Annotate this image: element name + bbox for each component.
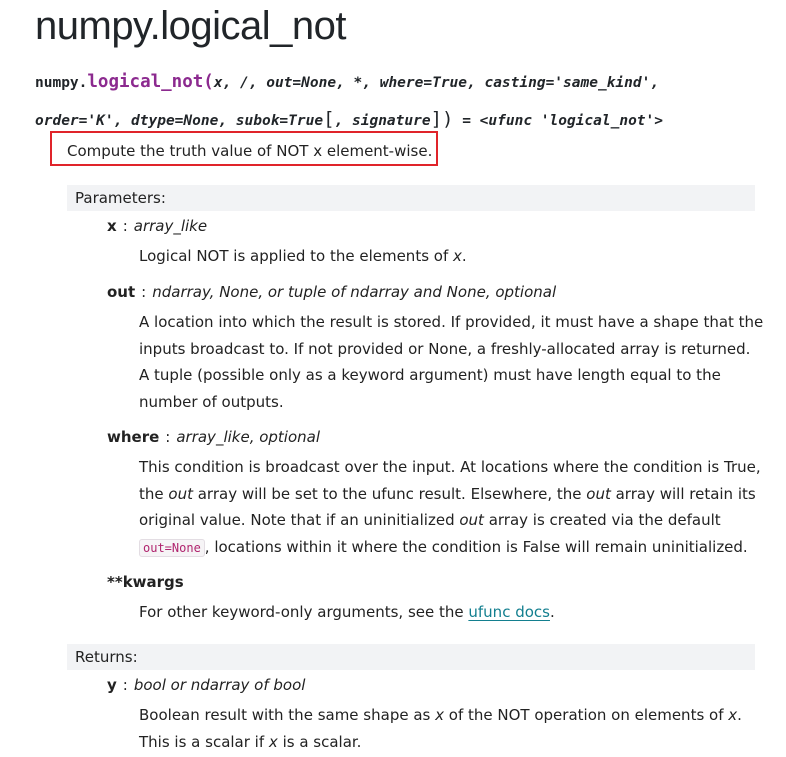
desc-emphasis: x <box>435 706 445 724</box>
param-kwargs-description <box>139 599 759 626</box>
param-name: x <box>107 217 117 235</box>
signature-bracket-close: ] <box>430 108 443 130</box>
return-name: y <box>107 676 117 694</box>
signature-close-paren: ) <box>442 108 454 130</box>
desc-text: array will be set to the ufunc result. Elsewhere, the <box>192 484 587 503</box>
desc-emphasis: x <box>453 247 462 265</box>
signature-params-2: order='K', dtype=None, subok=True <box>35 113 324 129</box>
desc-text: Logical NOT is applied to the elements of <box>139 247 454 265</box>
signature-bracket-open: [ <box>323 108 335 130</box>
desc-emphasis: out <box>586 484 611 503</box>
param-type: array_like, optional <box>176 428 321 446</box>
parameters-heading: Parameters: <box>75 189 166 207</box>
param-separator: : <box>141 283 147 301</box>
desc-text: original value. Note that if an uninitialized <box>139 511 460 529</box>
param-kwargs <box>107 573 184 591</box>
returns-heading: Returns: <box>75 648 138 666</box>
param-separator: : <box>165 428 171 446</box>
param-type: ndarray, None, or tuple of ndarray and None, optional <box>152 283 557 301</box>
desc-line: A tuple (possible only as a keyword argument) must have length equal to the <box>139 366 721 384</box>
desc-line: This condition is broadcast over the input. At locations where the condition is True, <box>139 458 761 476</box>
code-literal: out=None <box>139 539 205 557</box>
desc-text: array is created via the default <box>483 511 721 529</box>
param-separator: : <box>122 217 128 235</box>
desc-text: . <box>461 247 467 265</box>
param-name: **kwargs <box>107 573 184 591</box>
desc-text: . <box>737 706 742 724</box>
desc-text: . <box>549 603 555 621</box>
desc-line <box>139 729 759 756</box>
desc-text: Boolean result with the same shape as <box>139 706 436 724</box>
desc-line <box>139 507 759 534</box>
desc-text: of the NOT operation on elements of <box>444 706 729 724</box>
signature-params-1: x, /, out=None, *, where=True, casting='same_kind', <box>213 75 660 91</box>
return-y <box>107 676 305 694</box>
desc-emphasis: out <box>459 511 484 529</box>
param-name: out <box>107 283 136 301</box>
param-where-description <box>139 454 759 561</box>
param-where <box>107 428 320 446</box>
signature-open-paren: ( <box>203 72 214 92</box>
summary-text: Compute the truth value of NOT x element-wise. <box>67 142 433 160</box>
signature-module: numpy. <box>35 75 88 91</box>
desc-text: , locations within it where the condition is False will remain uninitialized. <box>204 537 748 556</box>
param-name: where <box>107 428 160 446</box>
desc-line <box>139 481 759 508</box>
param-out-description <box>139 309 764 415</box>
return-y-description <box>139 702 759 755</box>
param-x-description <box>139 243 759 270</box>
param-out <box>107 283 556 301</box>
desc-emphasis: out <box>168 484 193 503</box>
desc-line: A location into which the result is stored. If provided, it must have a shape that the <box>139 313 764 331</box>
return-separator: : <box>122 676 128 694</box>
param-type: array_like <box>133 217 208 235</box>
signature-result: = <ufunc 'logical_not'> <box>453 113 663 129</box>
signature-line-1 <box>35 72 775 92</box>
desc-text: array will retain its <box>610 484 756 503</box>
desc-line: inputs broadcast to. If not provided or None, a freshly-allocated array is returned. <box>139 339 751 358</box>
desc-line <box>139 534 759 562</box>
param-x <box>107 217 207 235</box>
desc-text: is a scalar. <box>277 732 362 751</box>
returns-section-header <box>67 644 755 670</box>
signature-line-2 <box>35 108 775 130</box>
ufunc-docs-link[interactable]: ufunc docs <box>468 603 550 621</box>
return-type: bool or ndarray of bool <box>133 676 306 694</box>
desc-text: the <box>139 484 169 503</box>
desc-emphasis: x <box>728 706 738 724</box>
desc-line: number of outputs. <box>139 392 284 411</box>
signature-func-name: logical_not <box>87 72 204 92</box>
desc-text: This is a scalar if <box>139 732 269 751</box>
desc-emphasis: x <box>268 732 278 751</box>
parameters-section-header <box>67 185 755 211</box>
page-title: numpy.logical_not <box>35 4 346 48</box>
signature-optional-param: , signature <box>334 113 431 129</box>
desc-text: For other keyword-only arguments, see the <box>139 603 469 621</box>
desc-line <box>139 702 759 729</box>
